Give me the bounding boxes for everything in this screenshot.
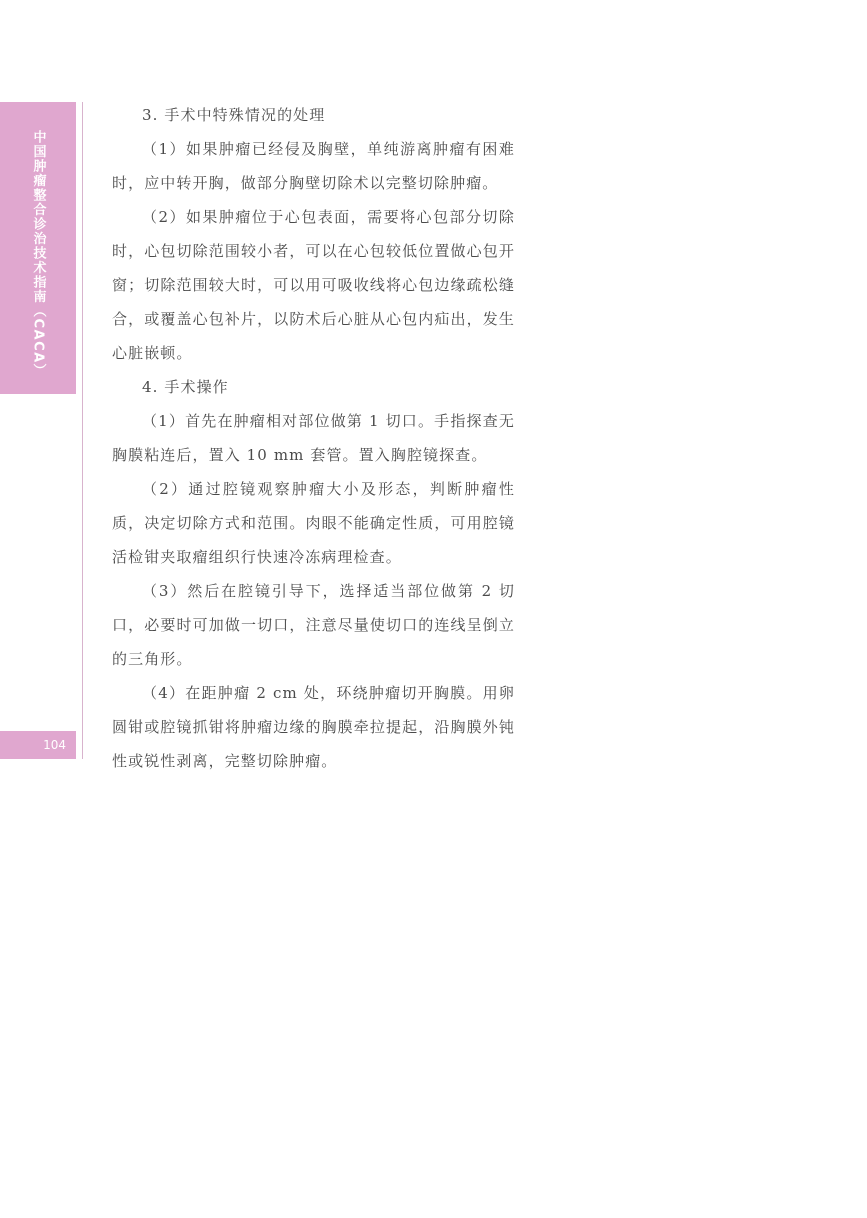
section-heading: 3. 手术中特殊情况的处理 xyxy=(142,106,326,124)
book-title: 中国肿瘤整合诊治技术指南（CACA） xyxy=(30,130,46,379)
paragraph: （4）在距肿瘤 2 cm 处，环绕肿瘤切开胸膜。用卵圆钳或腔镜抓钳将肿瘤边缘的胸膜牵拉提起，沿胸膜外钝性或锐性剥离，完整切除肿瘤。 xyxy=(112,684,515,770)
margin-divider xyxy=(82,102,83,759)
paragraph: （2）如果肿瘤位于心包表面，需要将心包部分切除时，心包切除范围较小者，可以在心包较低位置做心包开窗；切除范围较大时，可以用可吸收线将心包边缘疏松缝合，或覆盖心包补片，以防术后心脏从心包内疝出，发生心脏嵌顿。 xyxy=(112,208,515,362)
page-number: 104 xyxy=(43,738,66,752)
paragraph: （3）然后在腔镜引导下，选择适当部位做第 2 切口，必要时可加做一切口，注意尽量使切口的连线呈倒立的三角形。 xyxy=(112,582,515,668)
paragraph: （2）通过腔镜观察肿瘤大小及形态，判断肿瘤性质，决定切除方式和范围。肉眼不能确定性质，可用腔镜活检钳夹取瘤组织行快速冷冻病理检查。 xyxy=(112,480,515,566)
paragraph: （1）首先在肿瘤相对部位做第 1 切口。手指探查无胸膜粘连后，置入 10 mm 套管。置入胸腔镜探查。 xyxy=(112,412,515,464)
page-number-tab xyxy=(0,731,76,759)
section-heading: 4. 手术操作 xyxy=(142,378,229,396)
paragraph: （1）如果肿瘤已经侵及胸壁，单纯游离肿瘤有困难时，应中转开胸，做部分胸壁切除术以完整切除肿瘤。 xyxy=(112,140,515,192)
sidebar-title-tab xyxy=(0,102,76,394)
body-text xyxy=(112,98,515,778)
